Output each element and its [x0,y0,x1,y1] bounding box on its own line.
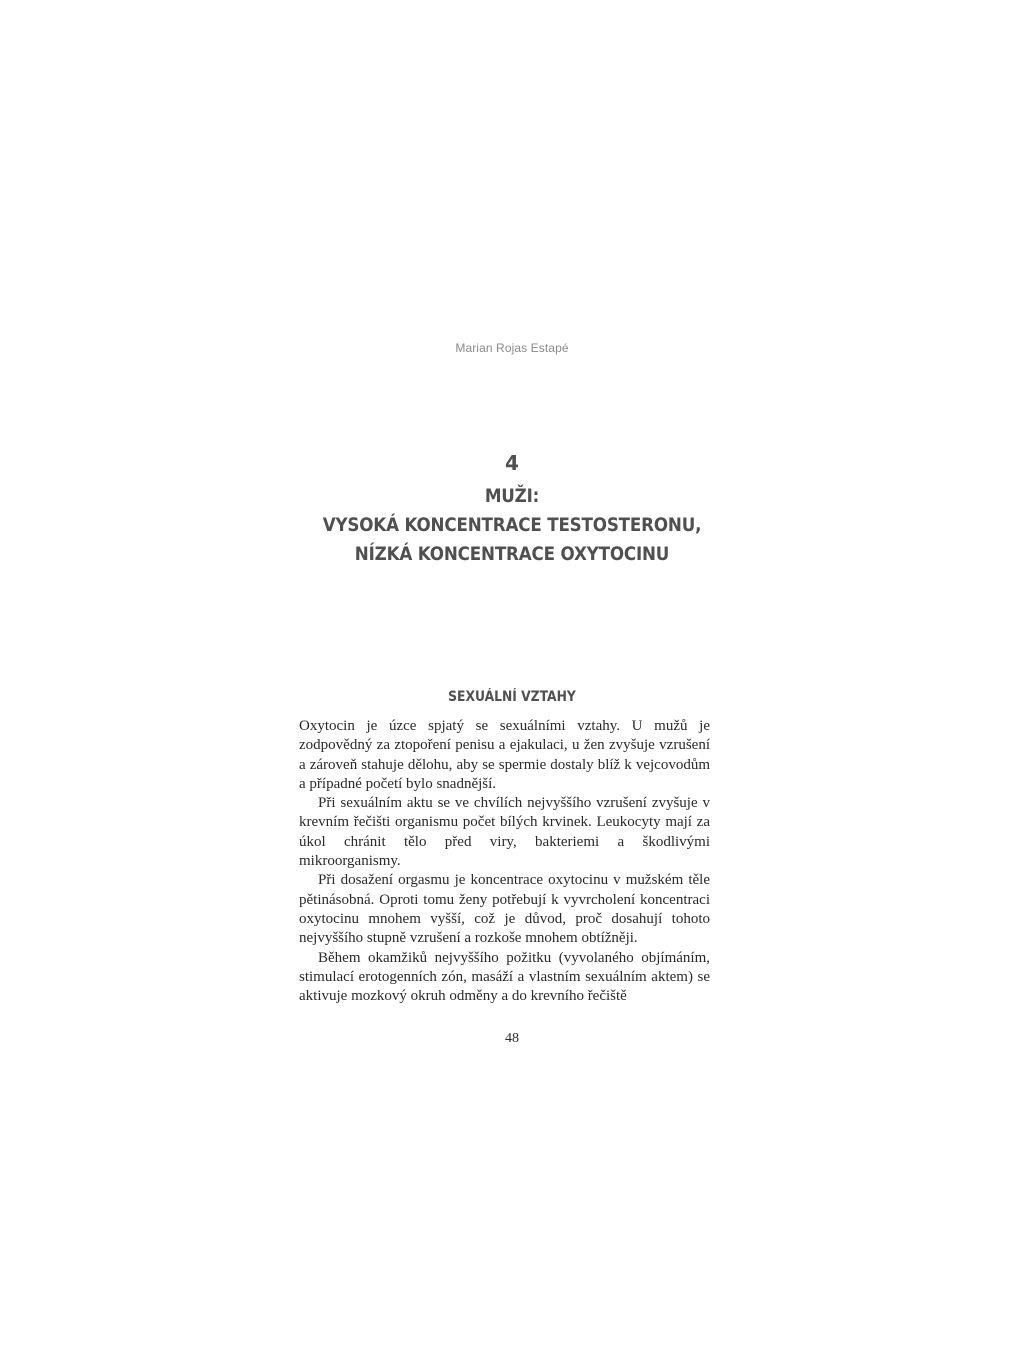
chapter-title-line-3: NÍZKÁ KONCENTRACE OXYTOCINU [354,543,670,565]
chapter-heading [0,450,1024,569]
paragraph-1: Oxytocin je úzce spjatý se sexuálními vztahy. U mužů je zodpovědný za ztopoření penisu a ejakulaci, u žen zvyšuje vzrušení a zároveň stahuje dělohu, aby se spermie dostaly blíž k vejcovodům a případné početí bylo snadnější. [299,718,710,792]
chapter-title-line-2: VYSOKÁ KONCENTRACE TESTOSTERONU, [322,514,702,536]
paragraph-2: Při sexuálním aktu se ve chvílích nejvyššího vzrušení zvyšuje v krevním řečišti organismu počet bílých krvinek. Leukocyty mají za úkol chránit tělo před viry, bakteriemi a škodlivými mikroorganismy. [299,795,710,870]
body-text [299,717,710,1006]
paragraph-4: Během okamžiků nejvyššího požitku (vyvolaného objímáním, stimulací erotogenních zón, masáží a vlastním sexuálním aktem) se aktivuje mozkový okruh odměny a do krevního řečiště [299,949,710,1005]
running-head: Marian Rojas Estapé [455,341,569,355]
chapter-title-line-1: MUŽI: [484,485,540,507]
chapter-number: 4 [505,451,519,475]
section-heading: SEXUÁLNÍ VZTAHY [448,689,576,705]
paragraph-3: Při dosažení orgasmu je koncentrace oxytocinu v mužském těle pětinásobná. Oproti tomu ženy potřebují k vyvrcholení koncentraci oxytocinu mnohem vyšší, což je důvod, proč dosahují tohoto nejvyššího stupně vzrušení a rozkoše mnohem obtížněji. [299,872,710,947]
page-number: 48 [505,1031,519,1046]
